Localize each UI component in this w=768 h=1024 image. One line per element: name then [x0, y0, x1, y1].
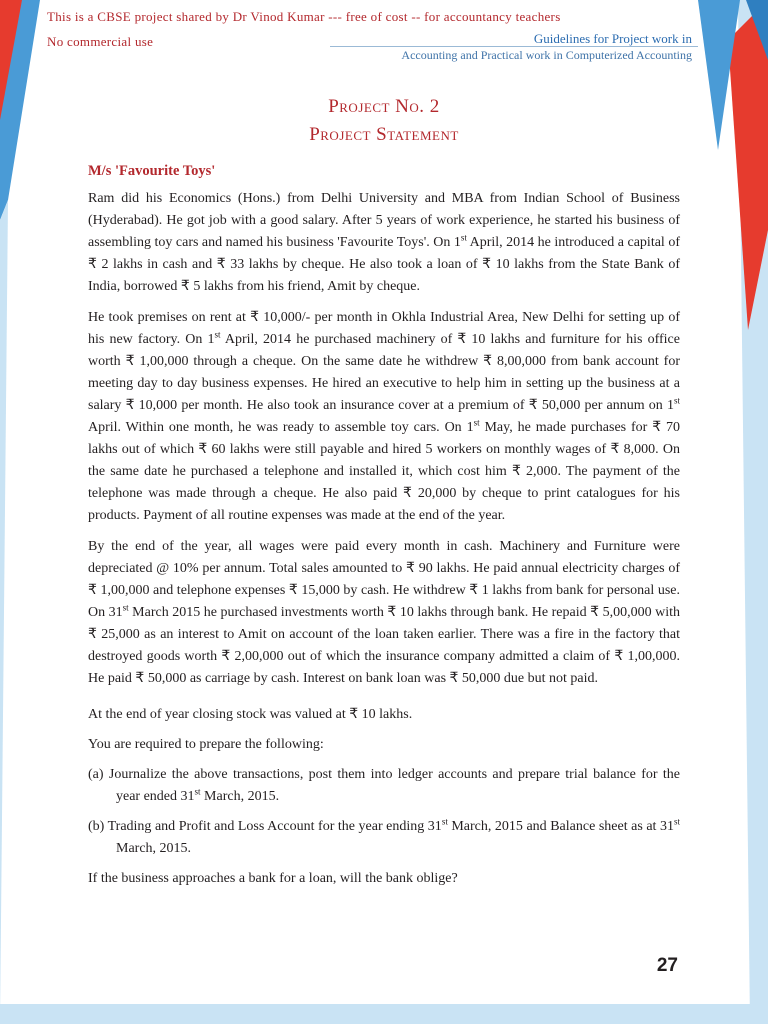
- guidelines-title-line-1: Guidelines for Project work in: [533, 31, 692, 46]
- page-number: 27: [656, 955, 678, 976]
- project-number-title: Project No. 2: [328, 96, 440, 117]
- right-decorative-band: [678, 0, 768, 1024]
- list-item-b: (b) Trading and Profit and Loss Account for the year ending 31st March, 2015 and Balance sheet as at 31st March, 2015.: [88, 816, 680, 856]
- watermark-line-1: This is a CBSE project shared by Dr Vinod Kumar --- free of cost -- for accountancy teachers: [47, 9, 561, 24]
- business-name: M/s 'Favourite Toys': [88, 163, 216, 179]
- project-statement-heading: Project Statement: [309, 124, 459, 145]
- paragraph-3: By the end of the year, all wages were paid every month in cash. Machinery and Furniture were depreciated @ 10% per annum. Total sales amounted to ₹ 90 lakhs. He paid annual electricity charges of ₹ 1,00,000 and telephone expenses ₹ 15,000 by cash. He withdrew ₹ 1 lakhs from bank for personal use. On 31st March 2015 he purchased investments worth ₹ 10 lakhs through bank. He repaid ₹ 5,00,000 with ₹ 25,000 as an interest to Amit on account of the loan taken earlier. There was a fire in the factory that destroyed goods worth ₹ 2,00,000 out of which the insurance company admitted a claim of ₹ 1,00,000. He paid ₹ 50,000 as carriage by cash. Interest on bank loan was ₹ 50,000 due but not paid.: [88, 539, 680, 686]
- list-item-a: (a) Journalize the above transactions, post them into ledger accounts and prepare trial balance for the year ended 31st March, 2015.: [88, 767, 680, 804]
- page-header: [0, 0, 768, 62]
- bottom-decorative-bar: [0, 1004, 768, 1024]
- left-decorative-band: [0, 0, 40, 1024]
- paragraph-1: Ram did his Economics (Hons.) from Delhi University and MBA from Indian School of Business (Hyderabad). He got job with a good salary. After 5 years of work experience, he started his business of assembling toy cars and named his business 'Favourite Toys'. On 1st April, 2014 he introduced a capital of ₹ 2 lakhs in cash and ₹ 33 lakhs by cheque. He also took a loan of ₹ 10 lakhs from the State Bank of India, borrowed ₹ 5 lakhs from his friend, Amit by cheque.: [88, 191, 680, 294]
- watermark-line-2: No commercial use: [47, 34, 154, 49]
- document-body: [88, 93, 680, 890]
- paragraph-5: You are required to prepare the following:: [88, 737, 324, 752]
- guidelines-title-line-2: Accounting and Practical work in Computerized Accounting: [401, 48, 692, 62]
- closing-question: If the business approaches a bank for a loan, will the bank oblige?: [88, 871, 458, 886]
- paragraph-4: At the end of year closing stock was valued at ₹ 10 lakhs.: [88, 707, 413, 722]
- paragraph-2: He took premises on rent at ₹ 10,000/- per month in Okhla Industrial Area, New Delhi for setting up of his new factory. On 1st April, 2014 he purchased machinery of ₹ 10 lakhs and furniture for his office worth ₹ 1,00,000 through a cheque. On the same date he withdrew ₹ 8,00,000 from bank account for meeting day to day business expenses. He hired an executive to help him in setting up the business at a salary ₹ 10,000 per month. He also took an insurance cover at a premium of ₹ 50,000 per annum on 1st April. Within one month, he was ready to assemble toy cars. On 1st May, he made purchases for ₹ 70 lakhs out of which ₹ 60 lakhs were still payable and hired 5 workers on monthly wages of ₹ 8,000. On the same date he purchased a telephone and installed it, which cost him ₹ 2,000. The payment of the telephone was made through a cheque. He also paid ₹ 20,000 by cheque to print catalogues for his products. Payment of all routine expenses was made at the end of the year.: [88, 310, 681, 523]
